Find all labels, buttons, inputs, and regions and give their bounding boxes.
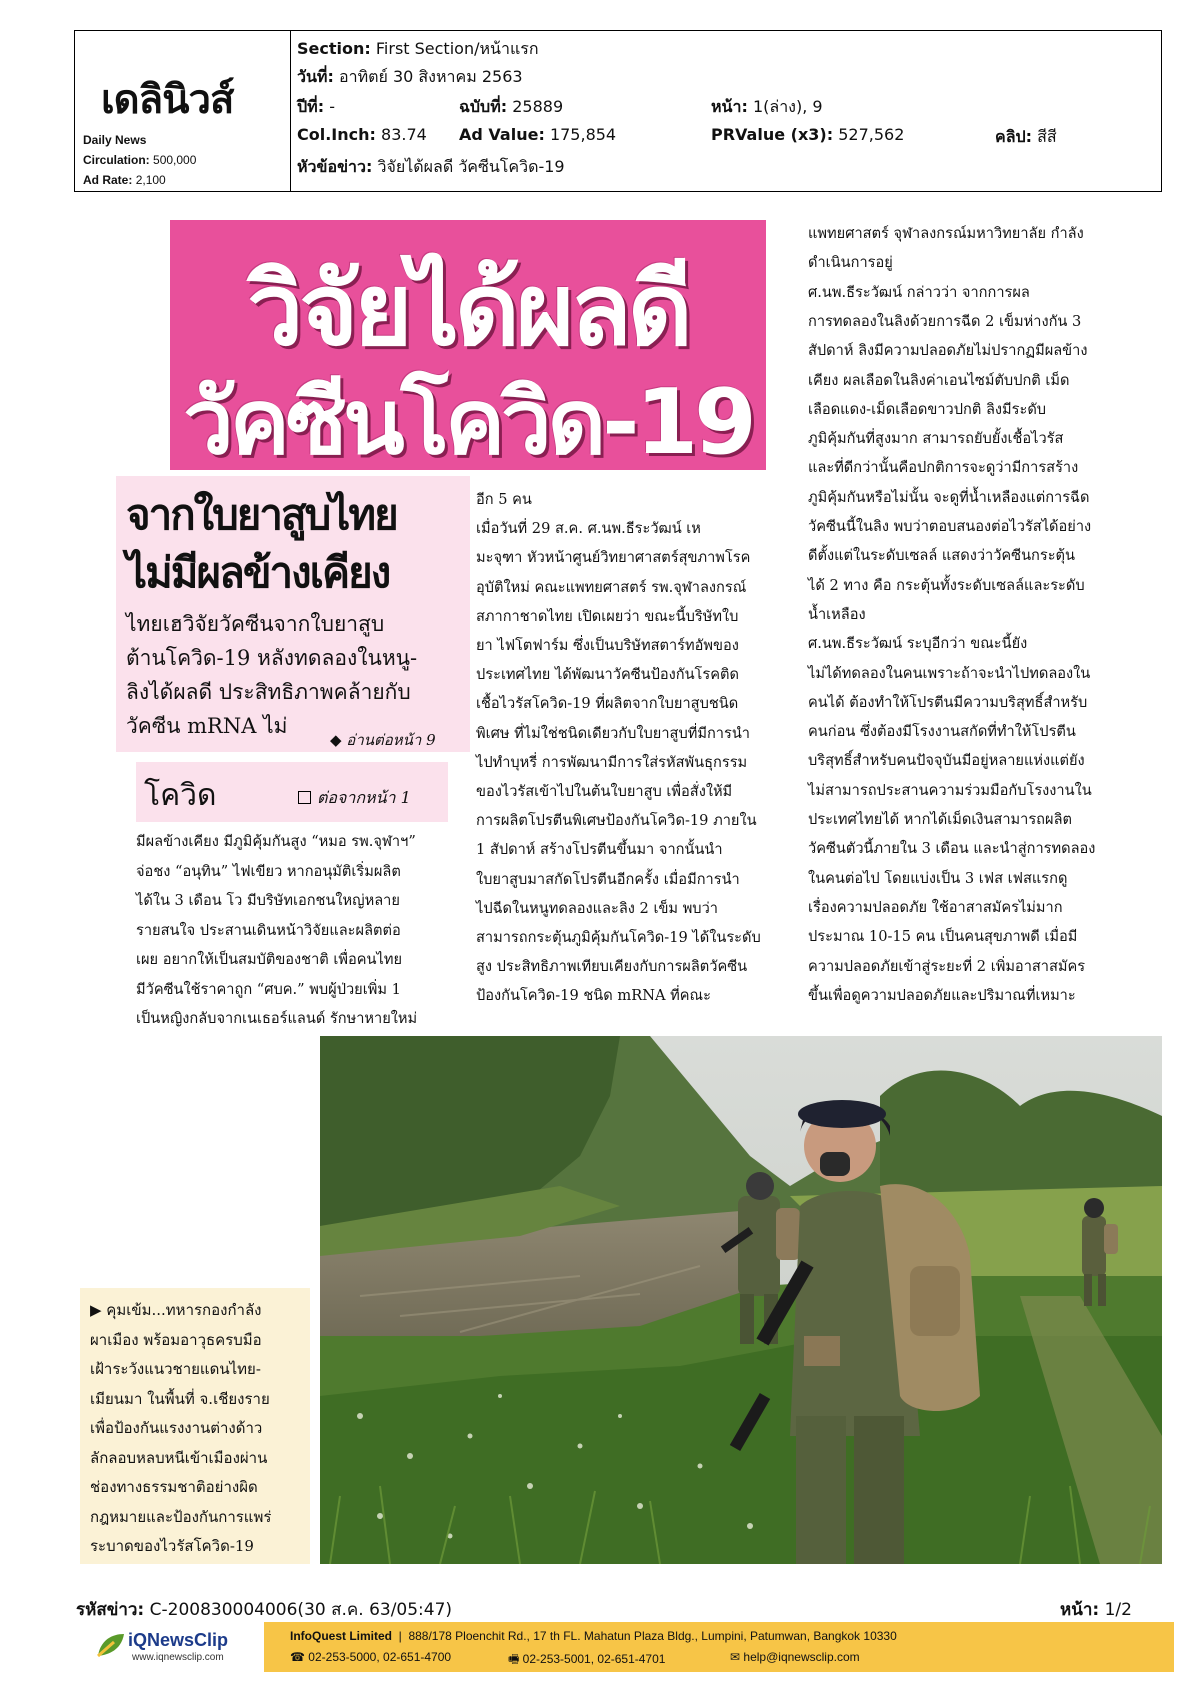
body-text-line: ในคนต่อไป โดยแบ่งเป็น 3 เฟส เฟสแรกดู [808,869,1068,887]
body-text-line: ศ.นพ.ธีระวัฒน์ ระบุอีกว่า ขณะนี้ยัง [808,635,1028,653]
brand-name: iQNewsClip [128,1630,229,1650]
body-text-line: ของไวรัสเข้าไปในต้นใบยาสูบ เพื่อสั่งให้มี [476,783,733,800]
clip-header [74,30,1162,192]
iqnewsclip-logo [96,1628,246,1668]
soldiers-photo [320,1036,1162,1564]
email[interactable]: ✉ help@iqnewsclip.com [730,1650,860,1664]
page-number: หน้า: 1/2 [1060,1600,1132,1620]
body-text-line: สูง ประสิทธิภาพเทียบเคียงกับการผลิตวัคซีน [476,958,748,976]
body-text-line: แพทยศาสตร์ จุฬาลงกรณ์มหาวิทยาลัย กำลัง [808,225,1084,242]
body-text-line: เคียง ผลเลือดในลิงค่าเอนไซม์ตับปกติ เม็ด [808,371,1070,389]
body-text-line: คนก่อน ซึ่งต้องมีโรงงานสกัดที่ทำให้โปรตีน [808,723,1076,741]
year: ปีที่: - [297,97,335,116]
paper-info [75,31,291,191]
sub-headline-line-1: จากใบยาสูบไทย [126,490,397,539]
pr-value: PRValue (x3): 527,562 [711,125,905,144]
body-text-line: น้ำเหลือง [808,605,866,623]
fax: 🖷 02-253-5001, 02-651-4701 [508,1652,666,1666]
body-text-line: สภากาชาดไทย เปิดเผยว่า ขณะนี้บริษัทใบ [476,607,739,625]
fax-icon: 🖷 [508,1652,520,1666]
caption-line: ▶ คุมเข้ม...ทหารกองกำลัง [90,1301,262,1319]
phone-icon: ☎ [290,1650,305,1664]
body-text-line: อุบัติใหม่ คณะแพทยศาสตร์ รพ.จุฬาลงกรณ์ [476,578,747,596]
issue: ฉบับที่: 25889 [459,97,564,116]
company-address: InfoQuest Limited | 888/178 Ploenchit Rd., 17 th FL. Mahatun Plaza Bldg., Lumpini, Patumwan, Bangkok 10330 [290,1629,897,1643]
brand-url: www.iqnewsclip.com [132,1652,224,1663]
body-text-line: เลือดแดง-เม็ดเลือดขาวปกติ ลิงมีระดับ [808,400,1047,418]
newspaper-logo: เดลินิวส์ [101,77,234,123]
body-text-line: ป้องกันโควิด-19 ชนิด mRNA ที่คณะ [476,987,711,1005]
main-headline [170,220,766,475]
body-text-line: ภูมิคุ้มกันหรือไม่นั้น จะดูที่น้ำเหลืองแต่การฉีด [808,488,1090,506]
topic: หัวข้อข่าว: วิจัยได้ผลดี วัคซีนโควิด-19 [297,157,565,176]
paper-name: Daily News [83,133,147,147]
caption-line: กฎหมายและป้องกันการแพร่ [90,1507,272,1526]
lead-line: ต้านโควิด-19 หลังทดลองในหนู- [126,646,418,670]
body-text-line: ใบยาสูบมาสกัดโปรตีนอีกครั้ง เมื่อมีการนำ [476,870,740,888]
body-text-line: บริสุทธิ์สำหรับคนปัจจุบันมีอยู่หลายแห่งแต่ยัง [808,752,1085,770]
headline-line-2: วัคซีนโควิด-19 [183,370,753,475]
body-text-line: ได้ 2 ทาง คือ กระตุ้นทั้งระดับเซลล์และระดับ [808,576,1085,594]
page-ref: หน้า: 1(ล่าง), 9 [711,97,823,116]
body-text-line: รายสนใจ ประสานเดินหน้าวิจัยและผลิตต่อ [136,921,401,939]
caption-line: เมียนมา ในพื้นที่ จ.เชียงราย [90,1389,270,1408]
body-text-line: ขึ้นเพื่อดูความปลอดภัยและปริมาณที่เหมาะ [808,986,1076,1004]
sub-headline-line-2: ไม่มีผลข้างเคียง [126,548,390,597]
ad-value: Ad Value: 175,854 [459,125,617,144]
caption-line: เพื่อป้องกันแรงงานต่างด้าว [90,1419,263,1437]
body-text-line: ไปฉีดในหนูทดลองและลิง 2 เข็ม พบว่า [476,899,718,917]
body-text-line: การทดลองในลิงด้วยการฉีด 2 เข็มห่างกัน 3 [808,312,1082,330]
body-text-line: สามารถกระตุ้นภูมิคุ้มกันโควิด-19 ได้ในระดับ [476,929,761,946]
date: วันที่: อาทิตย์ 30 สิงหาคม 2563 [297,67,523,86]
continue-page-9-link[interactable]: ◆ อ่านต่อหน้า 9 [330,731,436,749]
body-text-line: วัคซีนนี้ในลิง พบว่าตอบสนองต่อไวรัสได้อย่าง [808,518,1092,535]
caption-line: ระบาดของไวรัสโควิด-19 [90,1537,254,1555]
headline-line-1: วิจัยได้ผลดี [247,251,689,368]
body-text-line: ไปทำบุหรี่ การพัฒนามีการใส่รหัสพันธุกรรม [476,753,748,771]
body-text-line: ไม่ได้ทดลองในคนเพราะถ้าจะนำไปทดลองใน [808,664,1091,682]
body-text-line: 1 สัปดาห์ สร้างโปรตีนขึ้นมา จากนั้นนำ [476,841,723,859]
photo-caption [80,1288,310,1564]
caption-line: ผาเมือง พร้อมอาวุธครบมือ [90,1330,262,1349]
body-text-line: เชื้อไวรัสโควิด-19 ที่ผลิตจากใบยาสูบชนิด [476,695,739,713]
body-text-line: ประมาณ 10-15 คน เป็นคนสุขภาพดี เมื่อมี [808,928,1078,946]
body-text-line: มีวัคซีนใช้ราคาถูก “ศบค.” พบผู้ป่วยเพิ่ม 1 [136,980,401,998]
body-text-line: มีผลข้างเคียง มีภูมิคุ้มกันสูง “หมอ รพ.จุฬาฯ” [136,833,416,850]
body-text-line: เป็นหญิงกลับจากเนเธอร์แลนด์ รักษาหายใหม่ [136,1010,418,1027]
square-icon [298,791,311,804]
col-inch: Col.Inch: 83.74 [297,125,427,144]
body-text-line: สัปดาห์ ลิงมีความปลอดภัยไม่ปรากฏมีผลข้าง [808,342,1088,360]
sub-headline-panel [116,476,470,752]
continuation-title: โควิด [144,778,217,813]
caption-line: ช่องทางธรรมชาติอย่างผิด [90,1478,258,1496]
body-text-line: เผย อยากให้เป็นสมบัติของชาติ เพื่อคนไทย [136,951,403,968]
body-text-line: พิเศษ ที่ไม่ใช่ชนิดเดียวกับใบยาสูบที่มีการนำ [476,724,750,742]
caption-line: เฝ้าระวังแนวชายแดนไทย- [90,1360,261,1378]
news-code: รหัสข่าว: C-200830004006(30 ส.ค. 63/05:47) [76,1600,453,1620]
lead-line: วัคซีน mRNA ไม่ [126,714,288,738]
lead-line: ลิงได้ผลดี ประสิทธิภาพคล้ายกับ [126,680,411,704]
circulation: Circulation: 500,000 [83,153,197,167]
soldiers-border-patrol-image [320,1036,1162,1564]
body-text-line: และที่ดีกว่านั้นคือปกติการจะดูว่ามีการสร้าง [808,459,1079,477]
body-text-line: การผลิตโปรตีนพิเศษป้องกันโควิด-19 ภายใน [476,812,757,830]
body-text-line: ยา ไฟโตฟาร์ม ซึ่งเป็นบริษัทสตาร์ทอัพของ [476,637,739,654]
clip-type: คลิป: สีสี [995,127,1057,146]
body-text-line: ประเทศไทยได้ หากได้เม็ดเงินสามารถผลิต [808,811,1072,828]
body-text-line: ไม่สามารถประสานความร่วมมือกับโรงงานใน [808,781,1092,799]
body-text-line: ดำเนินการอยู่ [808,254,893,272]
lead-line: ไทยเฮวิจัยวัคซีนจากใบยาสูบ [126,612,385,636]
continuation-box [136,762,448,822]
body-text-line: ภูมิคุ้มกันที่สูงมาก สามารถยับยั้งเชื้อไวรัส [808,430,1064,448]
body-text-line: คนได้ ต้องทำให้โปรตีนมีความบริสุทธิ์สำหรับ [808,693,1088,711]
body-text-line: มะจุฑา หัวหน้าศูนย์วิทยาศาสตร์สุขภาพโรค [476,549,751,567]
body-text-line: ศ.นพ.ธีระวัฒน์ กล่าวว่า จากการผล [808,283,1030,301]
body-text-line: ดีตั้งแต่ในระดับเซลล์ แสดงว่าวัคซีนกระตุ้น [808,547,1076,565]
footer-contact-bar [264,1622,1174,1672]
ad-rate: Ad Rate: 2,100 [83,173,166,187]
body-text-line: ประเทศไทย ได้พัฒนาวัคซีนป้องกันโรคติด [476,666,739,684]
body-text-line: วัคซีนตัวนี้ภายใน 3 เดือน และนำสู่การทดลอง [808,840,1096,858]
caption-line: ลักลอบหลบหนีเข้าเมืองผ่าน [90,1448,268,1467]
continued-from-page-1: ต่อจากหน้า 1 [298,786,411,811]
body-text-line: อีก 5 คน [476,491,532,508]
body-text-line: ความปลอดภัยเข้าสู่ระยะที่ 2 เพิ่มอาสาสมัคร [808,957,1086,975]
phone: ☎ 02-253-5000, 02-651-4700 [290,1650,452,1664]
body-text-line: เรื่องความปลอดภัย ใช้อาสาสมัครไม่มาก [808,898,1063,916]
body-text-line: ได้ใน 3 เดือน โว มีบริษัทเอกชนใหญ่หลาย [136,892,400,909]
brand-leaf-icon [96,1632,126,1658]
section: Section: First Section/หน้าแรก [297,39,539,58]
body-text-line: เมื่อวันที่ 29 ส.ค. ศ.นพ.ธีระวัฒน์ เห [476,520,701,538]
body-text-line: จ่อชง “อนุทิน” ไฟเขียว หากอนุมัติเริ่มผลิต [136,862,401,880]
envelope-icon: ✉ [730,1650,741,1664]
